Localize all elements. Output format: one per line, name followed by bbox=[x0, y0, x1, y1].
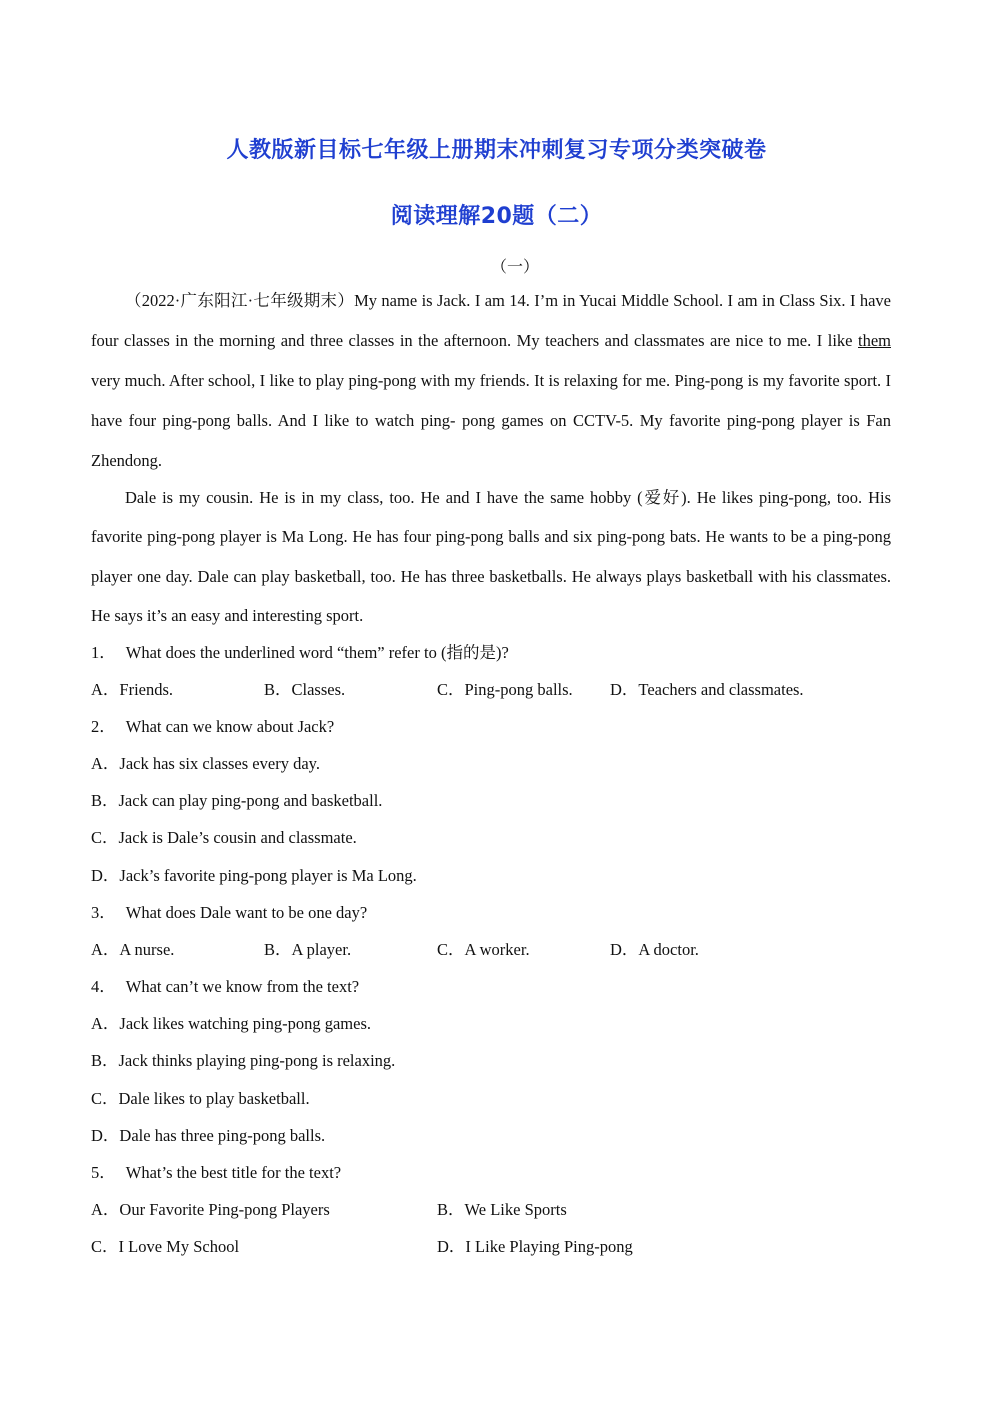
option-a[interactable]: A．Our Favorite Ping-pong Players bbox=[91, 1200, 330, 1219]
passage-paragraph-1 bbox=[91, 281, 891, 481]
question-text: What’s the best title for the text? bbox=[125, 1163, 342, 1182]
option-d[interactable]: D．A doctor. bbox=[610, 940, 699, 959]
options-row bbox=[91, 680, 911, 700]
options-row bbox=[91, 1200, 911, 1220]
options-row bbox=[91, 940, 911, 960]
section-number: （一） bbox=[490, 257, 539, 276]
option-d[interactable]: D．Jack’s favorite ping-pong player is Ma Long. bbox=[91, 866, 417, 885]
option-c[interactable]: C．Ping-pong balls. bbox=[437, 680, 573, 699]
option-c[interactable]: C．Dale likes to play basketball. bbox=[91, 1089, 310, 1108]
option-a[interactable]: A．Jack has six classes every day. bbox=[91, 754, 320, 773]
question-number: 1． bbox=[91, 643, 116, 662]
question-text: What can we know about Jack? bbox=[125, 717, 335, 736]
option-a[interactable]: A．A nurse. bbox=[91, 940, 175, 959]
option-b[interactable]: B．Classes. bbox=[264, 680, 346, 699]
option-a[interactable]: A．Jack likes watching ping-pong games. bbox=[91, 1014, 371, 1033]
passage-source: （2022·广东阳江·七年级期末） bbox=[125, 291, 355, 310]
question-text: What does the underlined word “them” refer to (指的是)? bbox=[125, 643, 509, 662]
question-1 bbox=[91, 643, 509, 663]
question-number: 3． bbox=[91, 903, 116, 922]
question-3 bbox=[91, 903, 367, 923]
underlined-word: them bbox=[858, 331, 891, 350]
question-number: 2． bbox=[91, 717, 116, 736]
option-b[interactable]: B．A player. bbox=[264, 940, 352, 959]
passage-text: My name is Jack. I am 14. I’m in Yucai Middle School. I am in Class Six. I have four classes in the morning and three classes in the afternoon. My teachers and classmates are nice to me. I like bbox=[91, 291, 891, 350]
question-text: What can’t we know from the text? bbox=[125, 977, 360, 996]
option-c[interactable]: C．Jack is Dale’s cousin and classmate. bbox=[91, 828, 357, 847]
document-title: 人教版新目标七年级上册期末冲刺复习专项分类突破卷 bbox=[226, 138, 767, 163]
option-c[interactable]: C．I Love My School bbox=[91, 1237, 240, 1256]
option-d[interactable]: D．I Like Playing Ping-pong bbox=[437, 1237, 633, 1256]
question-4 bbox=[91, 977, 359, 997]
option-b[interactable]: B．Jack thinks playing ping-pong is relaxing. bbox=[91, 1051, 396, 1070]
option-b[interactable]: B．Jack can play ping-pong and basketball. bbox=[91, 791, 383, 810]
option-b[interactable]: B．We Like Sports bbox=[437, 1200, 567, 1219]
option-a[interactable]: A．Friends. bbox=[91, 680, 174, 699]
option-d[interactable]: D．Dale has three ping-pong balls. bbox=[91, 1126, 326, 1145]
options-row bbox=[91, 1237, 911, 1257]
passage-text: very much. After school, I like to play ping-pong with my friends. It is relaxing for me. Ping-pong is my favorite sport. I have four ping-pong balls. And I like to watch ping- pong games on CCTV-5. My favorite ping-pong player is Fan Zhendong. bbox=[91, 371, 891, 470]
question-text: What does Dale want to be one day? bbox=[125, 903, 368, 922]
document-subtitle: 阅读理解20题（二） bbox=[390, 204, 603, 229]
passage-paragraph-2: Dale is my cousin. He is in my class, too. He and I have the same hobby (爱好). He likes ping-pong, too. His favorite ping-pong player is Ma Long. He has four ping-pong balls and six ping-pong bats. He wants to be a ping-pong player one day. Dale can play basketball, too. He has three basketballs. He always plays basketball with his classmates. He says it’s an easy and interesting sport. bbox=[91, 488, 891, 625]
question-number: 5． bbox=[91, 1163, 116, 1182]
option-d[interactable]: D．Teachers and classmates. bbox=[610, 680, 804, 699]
question-number: 4． bbox=[91, 977, 116, 996]
option-c[interactable]: C．A worker. bbox=[437, 940, 530, 959]
question-5 bbox=[91, 1163, 341, 1183]
question-2 bbox=[91, 717, 334, 737]
